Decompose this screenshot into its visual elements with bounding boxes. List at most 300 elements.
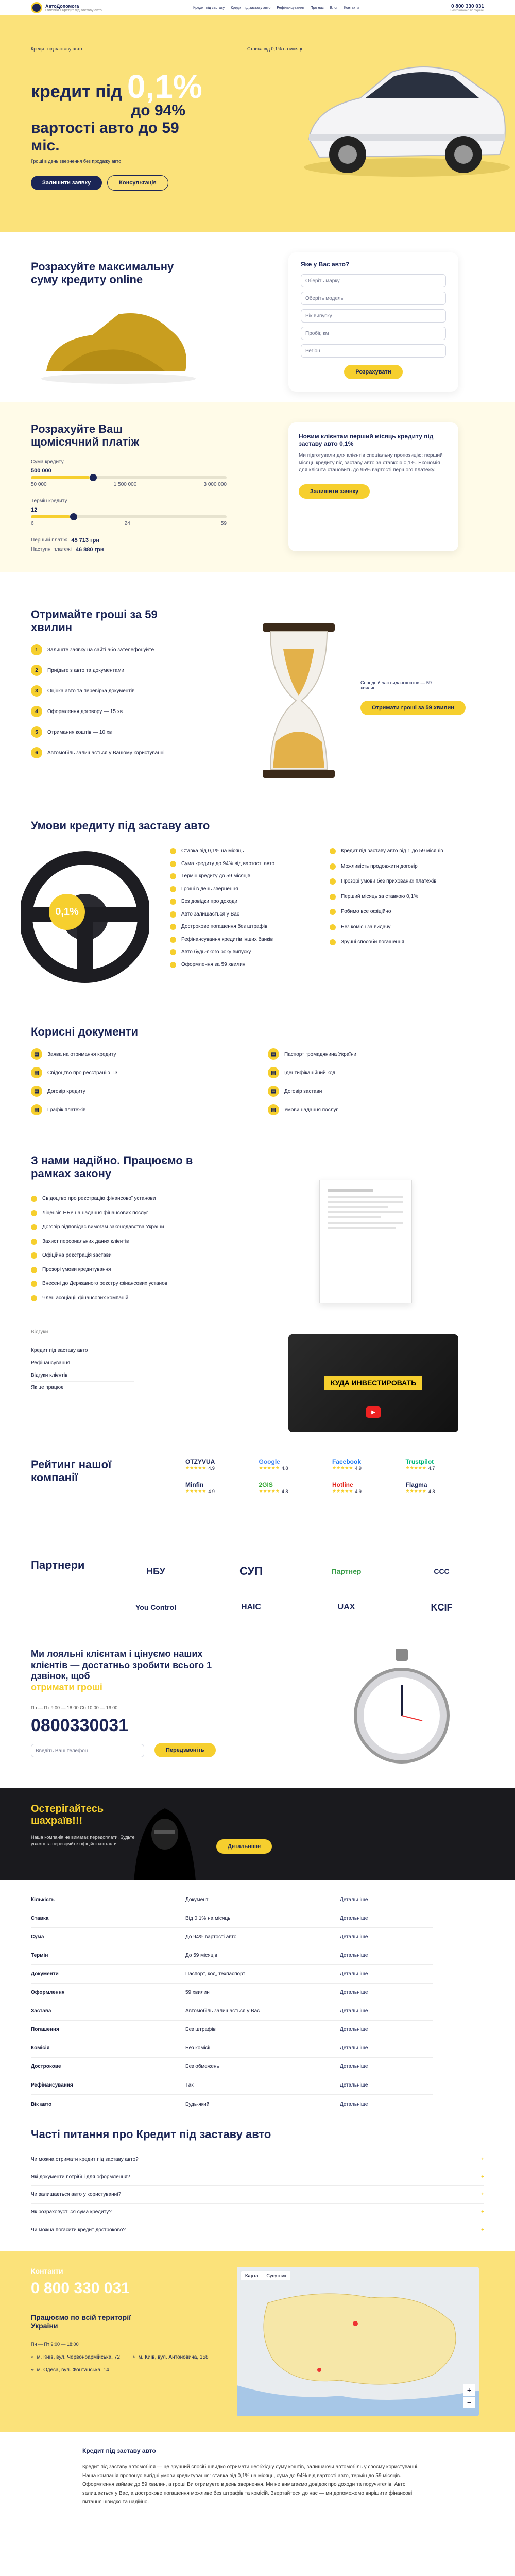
hero-rate: 0,1%: [127, 68, 202, 105]
address: м. Київ, вул. Антоновича, 158: [138, 2354, 209, 2360]
calc-max-form: [288, 252, 458, 392]
shield-icon: [31, 1196, 37, 1202]
nav-item[interactable]: Контакти: [344, 6, 359, 10]
document-icon: ▤: [268, 1086, 279, 1097]
table-cell: Погашення: [31, 2027, 59, 2032]
logo-text[interactable]: АвтоДопомога: [45, 3, 79, 9]
hero-section: [0, 15, 515, 232]
term-slider[interactable]: [31, 515, 227, 518]
step-item: Оцінка авто та перевірка документів: [47, 688, 135, 694]
table-link[interactable]: Детальніше: [340, 2027, 368, 2032]
rating-source: Minfin: [185, 1481, 204, 1488]
table-link[interactable]: Детальніше: [340, 2082, 368, 2088]
table-cell: Документ: [185, 1897, 209, 1903]
plus-icon[interactable]: +: [481, 2174, 484, 2180]
about-text: Кредит під заставу автомобіля — це зручний спосіб швидко отримати необхідну суму коштів, залишаючи автомобіль у своєму користуванні. Наша компанія пропонує вигідні умови кредитування: ставка від 0,1% на місяць, сума до 94% від вартості авто, термін до 59 місяців. Оформлення займає до 59 хвилин, а гроші Ви отримуєте в день звернення. Ми не вимагаємо довідок про доходи та поручителів. Авто залишається у Вас, а дострокове погашення можливе без штрафів та комісій. Звертайтеся до нас — ми допоможемо вирішити фінансові питання швидко та надійно.: [82, 2464, 419, 2505]
rating-source: OTZYVUA: [185, 1458, 215, 1465]
callback-phone[interactable]: 0800330031: [31, 1716, 129, 1735]
condition-item: Термін кредиту до 59 місяців: [181, 873, 251, 879]
faq-question: Чи можна погасити кредит достроково?: [31, 2227, 126, 2233]
hero-apply-button[interactable]: Залишити заявку: [31, 176, 102, 190]
law-item: Свідоцтво про реєстрацію фінансової установи: [42, 1196, 156, 1201]
condition-item: Оформлення за 59 хвилин: [181, 961, 246, 968]
law-item: Прозорі умови кредитування: [42, 1266, 111, 1273]
calc-max-form-title: Яке у Вас авто?: [301, 261, 350, 268]
docs-section: [0, 1015, 515, 1149]
plus-icon[interactable]: +: [481, 2209, 484, 2215]
fraud-section: [0, 1788, 515, 1880]
term-slider-fill: [31, 515, 70, 518]
payment-value: 45 713 грн: [71, 537, 100, 544]
term-slider-handle[interactable]: [70, 513, 77, 520]
check-icon: [330, 894, 336, 900]
law-title: З нами надійно. Працюємо в рамках закону: [31, 1154, 193, 1180]
calc-max-title: Розрахуйте максимальну суму кредиту online: [31, 260, 174, 286]
rating-card[interactable]: [185, 1481, 254, 1494]
map-terrain: [237, 2282, 479, 2416]
callback-button[interactable]: Передзвоніть: [154, 1743, 216, 1757]
rating-card[interactable]: [406, 1481, 474, 1494]
table-cell: Оформлення: [31, 1990, 65, 1995]
calc-max-button[interactable]: Розрахувати: [344, 365, 402, 379]
steps-button[interactable]: Отримати гроші за 59 хвилин: [360, 701, 466, 715]
step-number-icon: 6: [31, 747, 42, 758]
partner-logo[interactable]: You Control: [135, 1603, 177, 1612]
nav-item[interactable]: Кредит під заставу авто: [231, 6, 271, 10]
check-icon: [330, 863, 336, 870]
document-icon: ▤: [268, 1067, 279, 1078]
table-row: [31, 1946, 433, 1965]
plus-icon[interactable]: +: [481, 2192, 484, 2197]
sum-slider[interactable]: [31, 476, 227, 479]
table-link[interactable]: Детальніше: [340, 1897, 368, 1903]
faq-question: Чи залишається авто у користуванні?: [31, 2192, 121, 2197]
rating-card[interactable]: [332, 1458, 401, 1471]
rating-section: [0, 1448, 515, 1551]
faq-title: Часті питання про Кредит під заставу авто: [31, 2128, 271, 2141]
table-link[interactable]: Детальніше: [340, 2045, 368, 2051]
term-label: Термін кредиту: [31, 498, 67, 504]
region-select[interactable]: Регіон: [301, 344, 446, 358]
doc-link[interactable]: Свідоцтво про реєстрацію ТЗ: [47, 1070, 118, 1076]
document-icon: ▤: [268, 1104, 279, 1115]
callback-title: [31, 1649, 237, 1693]
address: м. Київ, вул. Червоноармійська, 72: [37, 2354, 120, 2360]
table-row: [31, 1984, 433, 2002]
main-nav: [193, 6, 359, 10]
plus-icon[interactable]: +: [481, 2157, 484, 2162]
hero-title: [31, 68, 206, 164]
rating-score: 4.9: [208, 1465, 215, 1471]
rating-score: 4.8: [281, 1465, 288, 1471]
condition-item: Можливість продовжити договір: [341, 863, 418, 869]
rating-card[interactable]: [332, 1481, 401, 1494]
steps-list: [31, 644, 201, 758]
condition-item: Ставка від 0,1% на місяць: [181, 848, 244, 854]
stopwatch-image: [350, 1643, 453, 1772]
table-row: [31, 2021, 433, 2039]
table-cell: Дострокове: [31, 2064, 61, 2070]
sum-tick: 3 000 000: [203, 482, 227, 487]
zoom-in-button[interactable]: +: [464, 2384, 475, 2396]
condition-item: Без комісії за видачу: [341, 924, 391, 930]
doc-link[interactable]: Графік платежів: [47, 1107, 86, 1113]
rating-source: Trustpilot: [405, 1458, 434, 1465]
shield-icon: [31, 1281, 37, 1287]
callback-phone-input[interactable]: [31, 1744, 144, 1757]
partner-logo[interactable]: Партнер: [331, 1567, 362, 1575]
table-link[interactable]: Детальніше: [340, 2064, 368, 2070]
rating-score: 4.7: [428, 1465, 435, 1471]
rating-grid: [185, 1458, 474, 1494]
contacts-schedule: Пн — Пт 9:00 — 18:00: [31, 2342, 79, 2347]
nav-item[interactable]: Блог: [330, 6, 338, 10]
steps-title: Отримайте гроші за 59 хвилин: [31, 608, 158, 634]
play-icon[interactable]: ▶: [366, 1406, 381, 1418]
table-cell: Без штрафів: [185, 2027, 216, 2032]
table-row: [31, 1928, 433, 1946]
star-icon: ★★★★★: [259, 1488, 280, 1494]
calc-monthly-section: [0, 402, 515, 572]
shield-icon: [31, 1239, 37, 1245]
table-cell: 59 хвилин: [185, 1990, 210, 1995]
contacts-addresses: [31, 2354, 227, 2373]
step-number-icon: 2: [31, 665, 42, 676]
video-title: Відгуки: [31, 1329, 48, 1335]
term-tick: 6: [31, 521, 34, 527]
zoom-out-button[interactable]: −: [464, 2397, 475, 2408]
law-item: Договір відповідає вимогам законодавства України: [42, 1224, 164, 1230]
condition-item: Гроші в день звернення: [181, 886, 238, 892]
table-cell: Ставка: [31, 1916, 49, 1921]
fraud-text: Наша компанія не вимагає передоплати. Будьте уважні та перевіряйте офіційні контакти.: [31, 1835, 135, 1846]
hero-consult-button[interactable]: Консультація: [107, 175, 168, 191]
hacker-image: [124, 1788, 206, 1880]
rating-card[interactable]: [259, 1481, 328, 1494]
calc-max-section: [0, 232, 515, 402]
condition-item: Робимо все офіційно: [341, 909, 391, 914]
condition-item: Рефінансування кредитів інших банків: [181, 936, 273, 942]
callback-section: [0, 1638, 515, 1788]
rating-card[interactable]: [406, 1458, 474, 1471]
hero-car-image: [288, 36, 510, 191]
partner-logo[interactable]: СУП: [239, 1565, 263, 1578]
last-payment-value: 46 880 грн: [75, 547, 104, 553]
nav-item[interactable]: Рефінансування: [277, 6, 304, 10]
year-select[interactable]: Рік випуску: [301, 309, 446, 323]
sum-tick: 1 500 000: [113, 482, 137, 487]
condition-item: Зручні способи погашення: [341, 939, 404, 945]
check-icon: [170, 899, 176, 905]
step-item: Оформлення договору — 15 хв: [47, 708, 123, 715]
hero-title-c: вартості авто до 59 міс.: [31, 119, 179, 154]
star-icon: ★★★★★: [332, 1488, 353, 1494]
video-player[interactable]: [288, 1334, 458, 1432]
faq-item[interactable]: [31, 2168, 484, 2186]
sum-slider-fill: [31, 476, 90, 479]
callback-schedule: Пн — Пт 9:00 — 18:00 Сб 10:00 — 16:00: [31, 1705, 118, 1710]
check-icon: [330, 848, 336, 854]
document-icon: ▤: [31, 1067, 42, 1078]
contacts-note: Працюємо по всій території України: [31, 2313, 131, 2330]
table-cell: Автомобіль залишається у Вас: [185, 2008, 260, 2014]
table-link[interactable]: Детальніше: [340, 1971, 368, 1977]
document-icon: ▤: [31, 1104, 42, 1115]
step-item: Автомобіль залишається у Вашому користуванні: [47, 750, 165, 756]
shield-icon: [31, 1295, 37, 1301]
rating-source: Hotline: [332, 1481, 353, 1488]
doc-link[interactable]: Паспорт громадянина України: [284, 1051, 357, 1057]
table-row: [31, 2058, 433, 2076]
table-cell: Документи: [31, 1971, 59, 1977]
rating-score: 4.9: [208, 1488, 215, 1494]
step-item: Залиште заявку на сайті або зателефонуйте: [47, 647, 154, 653]
rating-score: 4.9: [355, 1488, 362, 1494]
conditions-right-list: [330, 848, 464, 946]
partner-logo[interactable]: UAX: [337, 1603, 355, 1612]
table-cell: Комісія: [31, 2045, 50, 2051]
star-icon: ★★★★★: [332, 1465, 353, 1470]
fraud-title: Остерігайтесь шахраїв!!!: [31, 1803, 104, 1826]
table-cell: Так: [185, 2082, 194, 2088]
table-cell: Рефінансування: [31, 2082, 73, 2088]
condition-item: Прозорі умови без прихованих платежів: [341, 878, 437, 884]
faq-item[interactable]: [31, 2204, 484, 2221]
hero-tag: Кредит під заставу авто: [31, 46, 82, 52]
callback-title-text: Ми лояльні клієнтам і цінуємо наших клієнтів — достатньо зробити всього 1 дзвінок, щоб: [31, 1649, 212, 1682]
check-icon: [170, 861, 176, 867]
rating-score: 4.8: [281, 1488, 288, 1494]
table-link[interactable]: Детальніше: [340, 1934, 368, 1940]
law-item: Внесені до Державного реєстру фінансових установ: [42, 1281, 168, 1286]
last-payment-label: Наступні платежі: [31, 547, 72, 552]
conditions-section: [0, 809, 515, 1015]
table-cell: Без комісії: [185, 2045, 211, 2051]
map-tab-satellite[interactable]: Супутник: [266, 2273, 286, 2278]
rating-source: Facebook: [332, 1458, 362, 1465]
doc-link[interactable]: Умови надання послуг: [284, 1107, 338, 1113]
partner-logo[interactable]: KCIF: [431, 1602, 453, 1613]
document-icon: ▤: [31, 1086, 42, 1097]
table-link[interactable]: Детальніше: [340, 2008, 368, 2014]
condition-item: Дострокове погашення без штрафів: [181, 924, 268, 929]
law-item: Член асоціації фінансових компаній: [42, 1295, 129, 1301]
step-number-icon: 4: [31, 706, 42, 717]
plus-icon[interactable]: +: [481, 2227, 484, 2233]
star-icon: ★★★★★: [405, 1465, 426, 1470]
address: м. Одеса, вул. Фонтанська, 14: [37, 2367, 109, 2373]
table-row: [31, 2002, 433, 2021]
rating-source: 2GIS: [259, 1481, 273, 1488]
video-tab[interactable]: Відгуки клієнтів: [31, 1369, 134, 1382]
star-icon: ★★★★★: [405, 1488, 426, 1494]
step-number-icon: 5: [31, 726, 42, 738]
sum-tick: 50 000: [31, 482, 47, 487]
shield-icon: [31, 1267, 37, 1273]
promo-apply-button[interactable]: Залишити заявку: [299, 484, 370, 499]
table-link[interactable]: Детальніше: [340, 1990, 368, 1995]
conditions-left-list: [170, 848, 299, 968]
law-item: Захист персональних даних клієнтів: [42, 1238, 129, 1244]
map[interactable]: [237, 2267, 479, 2416]
partners-section: [0, 1551, 515, 1638]
nav-item[interactable]: Про нас: [310, 6, 324, 10]
map-tab-map[interactable]: Карта: [245, 2273, 259, 2278]
video-tab[interactable]: Кредит під заставу авто: [31, 1345, 134, 1357]
steps-note: Середній час видачі коштів — 59 хвилин: [360, 680, 432, 690]
table-row: [31, 1891, 433, 1909]
rating-source: Flagma: [405, 1481, 427, 1488]
docs-title: Корисні документи: [31, 1025, 139, 1038]
hourglass-image: [258, 618, 340, 783]
header: [0, 0, 515, 15]
contacts-section: [0, 2251, 515, 2432]
sum-value: 500 000: [31, 468, 52, 474]
document-icon: ▤: [268, 1048, 279, 1060]
condition-item: Авто залишається у Вас: [181, 911, 239, 917]
law-item: Офіційна реєстрація застави: [42, 1252, 112, 1258]
mileage-input[interactable]: Пробіг, км: [301, 327, 446, 340]
faq-question: Чи можна отримати кредит під заставу авто?: [31, 2157, 139, 2162]
conditions-rate-badge: [49, 894, 85, 930]
table-row: [31, 2039, 433, 2058]
table-cell: До 94% вартості авто: [185, 1934, 237, 1940]
contacts-phone[interactable]: 0 800 330 031: [31, 2280, 130, 2297]
faq-question: Як розраховується сума кредиту?: [31, 2209, 112, 2215]
check-icon: [170, 962, 176, 968]
hero-title-a: кредит під: [31, 81, 122, 101]
location-pin-icon: ⌖: [31, 2354, 34, 2360]
partner-logo[interactable]: ССС: [434, 1567, 450, 1575]
callback-input-placeholder: Введіть Ваш телефон: [36, 1748, 88, 1754]
hero-note: Гроші в день звернення без продажу авто: [31, 158, 122, 164]
check-icon: [170, 937, 176, 943]
rating-score: 4.9: [355, 1465, 362, 1471]
doc-link[interactable]: Договір кредиту: [47, 1088, 85, 1094]
calc-monthly-sliders: [31, 459, 227, 553]
promo-text: Ми підготували для клієнтів спеціальну пропозицію: перший місяць кредиту під заставу авто за ставкою 0,1%. Економія для клієнта становить до 95% вартості першого платежу.: [299, 453, 443, 473]
shield-icon: [31, 1224, 37, 1230]
star-icon: ★★★★★: [185, 1488, 207, 1494]
partners-grid: [113, 1558, 484, 1620]
star-icon: ★★★★★: [185, 1465, 207, 1470]
term-tick: 59: [220, 521, 227, 527]
table-row: [31, 1909, 433, 1928]
license-document-image[interactable]: [319, 1180, 412, 1303]
term-value: 12: [31, 507, 38, 513]
hero-title-b: до 94%: [131, 101, 185, 119]
condition-item: Кредит під заставу авто від 1 до 59 місяців: [341, 848, 443, 854]
faq-question: Які документи потрібні для оформлення?: [31, 2174, 130, 2180]
faq-section: [0, 2123, 515, 2251]
check-icon: [170, 949, 176, 955]
check-icon: [170, 924, 176, 930]
doc-link[interactable]: Ідентифікаційний код: [284, 1070, 336, 1076]
check-icon: [330, 909, 336, 915]
doc-link[interactable]: Заява на отримання кредиту: [47, 1051, 116, 1057]
check-icon: [170, 873, 176, 879]
callback-highlight: отримати гроші: [31, 1682, 102, 1692]
check-icon: [330, 939, 336, 945]
shield-icon: [31, 1210, 37, 1216]
contacts-title: Контакти: [31, 2267, 63, 2275]
rating-title: Рейтинг нашої компанії: [31, 1458, 112, 1484]
about-title: Кредит під заставу авто: [82, 2447, 156, 2454]
faq-item[interactable]: [31, 2186, 484, 2204]
payment-label: Перший платіж: [31, 537, 67, 543]
nav-item[interactable]: Кредит під заставу: [193, 6, 225, 10]
table-cell: Кількість: [31, 1897, 55, 1903]
location-pin-icon: ⌖: [31, 2367, 34, 2373]
video-tab[interactable]: Рефінансування: [31, 1357, 134, 1369]
promo-title: Новим клієнтам перший місяць кредиту під заставу авто 0,1%: [299, 433, 434, 447]
logo-icon[interactable]: [31, 2, 42, 13]
step-number-icon: 3: [31, 685, 42, 697]
faq-item[interactable]: [31, 2221, 484, 2239]
law-section: [0, 1149, 515, 1324]
table-row: [31, 2095, 433, 2113]
table-cell: Вік авто: [31, 2101, 52, 2107]
video-tabs: [31, 1345, 134, 1394]
table-cell: До 59 місяців: [185, 1953, 217, 1958]
fraud-button[interactable]: Детальніше: [216, 1839, 272, 1854]
condition-item: Сума кредиту до 94% від вартості авто: [181, 860, 275, 867]
step-number-icon: 1: [31, 644, 42, 655]
model-select[interactable]: Оберіть модель: [301, 292, 446, 305]
table-cell: Будь-який: [185, 2101, 210, 2107]
condition-item: Без довідки про доходи: [181, 899, 238, 904]
rating-score: 4.8: [428, 1488, 435, 1494]
partner-logo[interactable]: НБУ: [146, 1566, 165, 1577]
table-link[interactable]: Детальніше: [340, 1916, 368, 1921]
check-icon: [170, 848, 176, 854]
table-cell: Термін: [31, 1953, 48, 1958]
check-icon: [330, 878, 336, 885]
table-cell: Паспорт, код, техпаспорт: [185, 1971, 246, 1977]
condition-item: Перший місяць за ставкою 0,1%: [341, 893, 418, 900]
faq-item[interactable]: [31, 2151, 484, 2168]
shield-icon: [31, 1252, 37, 1259]
video-section: [0, 1324, 515, 1448]
check-icon: [330, 924, 336, 930]
partner-logo[interactable]: НАІС: [241, 1603, 262, 1612]
covered-car-image: [31, 294, 196, 386]
rating-card[interactable]: [185, 1458, 254, 1471]
partners-title: Партнери: [31, 1558, 85, 1571]
rating-card[interactable]: [259, 1458, 328, 1471]
breadcrumb: Головна / Кредит під заставу авто: [45, 8, 102, 12]
star-icon: ★★★★★: [259, 1465, 280, 1470]
faq-list: [31, 2151, 484, 2239]
header-phone[interactable]: 0 800 330 031: [451, 3, 484, 9]
about-section: [0, 2432, 515, 2576]
sum-slider-handle[interactable]: [90, 474, 97, 481]
table-link[interactable]: Детальніше: [340, 1953, 368, 1958]
info-table-section: [0, 1880, 515, 2123]
brand-select[interactable]: Оберіть марку: [301, 274, 446, 287]
law-item: Ліцензія НБУ на надання фінансових послуг: [42, 1210, 148, 1216]
doc-link[interactable]: Договір застави: [284, 1088, 322, 1094]
location-pin-icon: ⌖: [132, 2354, 135, 2360]
conditions-rate: 0,1%: [55, 906, 79, 918]
video-tab[interactable]: Як це працює: [31, 1385, 64, 1391]
docs-grid: [31, 1048, 484, 1115]
table-cell: Сума: [31, 1934, 44, 1940]
promo-card: [288, 422, 458, 551]
table-link[interactable]: Детальніше: [340, 2101, 368, 2107]
check-icon: [170, 911, 176, 918]
document-icon: ▤: [31, 1048, 42, 1060]
